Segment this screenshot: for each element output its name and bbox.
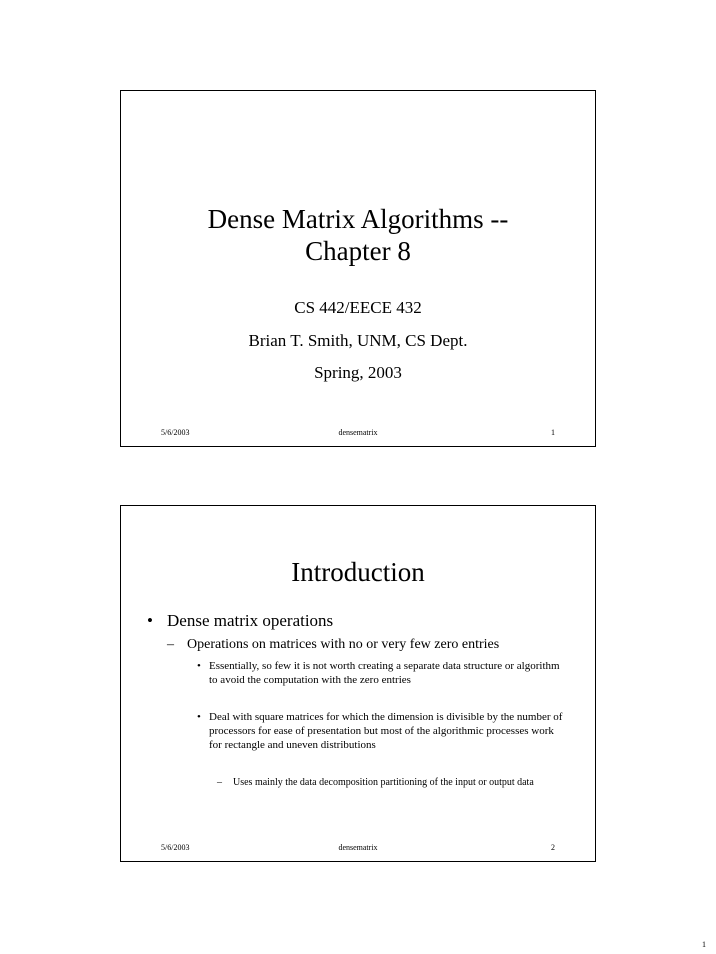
course-label: CS 442/EECE 432 <box>294 298 422 317</box>
footer-date: 5/6/2003 <box>161 428 190 437</box>
bullet-level-4 <box>217 776 557 789</box>
page-number: 1 <box>702 940 706 949</box>
bullet-level-3 <box>197 659 563 687</box>
bullet-mark: • <box>197 660 201 672</box>
footer-name: densematrix <box>338 843 378 852</box>
bullet-text: Uses mainly the data decomposition partitioning of the input or output data <box>233 777 534 788</box>
bullet-mark: • <box>147 611 153 630</box>
footer-date: 5/6/2003 <box>161 843 190 852</box>
term-label: Spring, 2003 <box>314 363 402 382</box>
bullet-level-3 <box>197 710 563 752</box>
footer-slide-number: 1 <box>551 428 555 437</box>
bullet-level-1 <box>147 611 567 631</box>
slide-1-title <box>121 203 595 267</box>
bullet-text: Essentially, so few it is not worth creating a separate data structure or algorithm to avoid the computation with the zero entries <box>209 660 560 686</box>
bullet-text: Dense matrix operations <box>167 611 334 630</box>
bullet-text: Deal with square matrices for which the dimension is divisible by the number of processors for ease of presentation but most of the algorithmic processes work for rectangle and uneven distributions <box>209 711 563 751</box>
slide-1-title-line-2: Chapter 8 <box>305 236 411 266</box>
dash-mark: – <box>167 637 174 652</box>
slide-1 <box>120 90 596 447</box>
author-label: Brian T. Smith, UNM, CS Dept. <box>248 331 468 350</box>
bullet-text: Operations on matrices with no or very few zero entries <box>187 637 500 652</box>
bullet-level-2 <box>167 636 567 653</box>
bullet-mark: • <box>197 711 201 723</box>
slide-1-title-line-1: Dense Matrix Algorithms -- <box>207 204 509 234</box>
footer-name: densematrix <box>338 428 378 437</box>
slide-2-title: Introduction <box>291 557 425 587</box>
footer-slide-number: 2 <box>551 843 555 852</box>
slide-2 <box>120 505 596 862</box>
dash-mark: – <box>217 777 222 788</box>
